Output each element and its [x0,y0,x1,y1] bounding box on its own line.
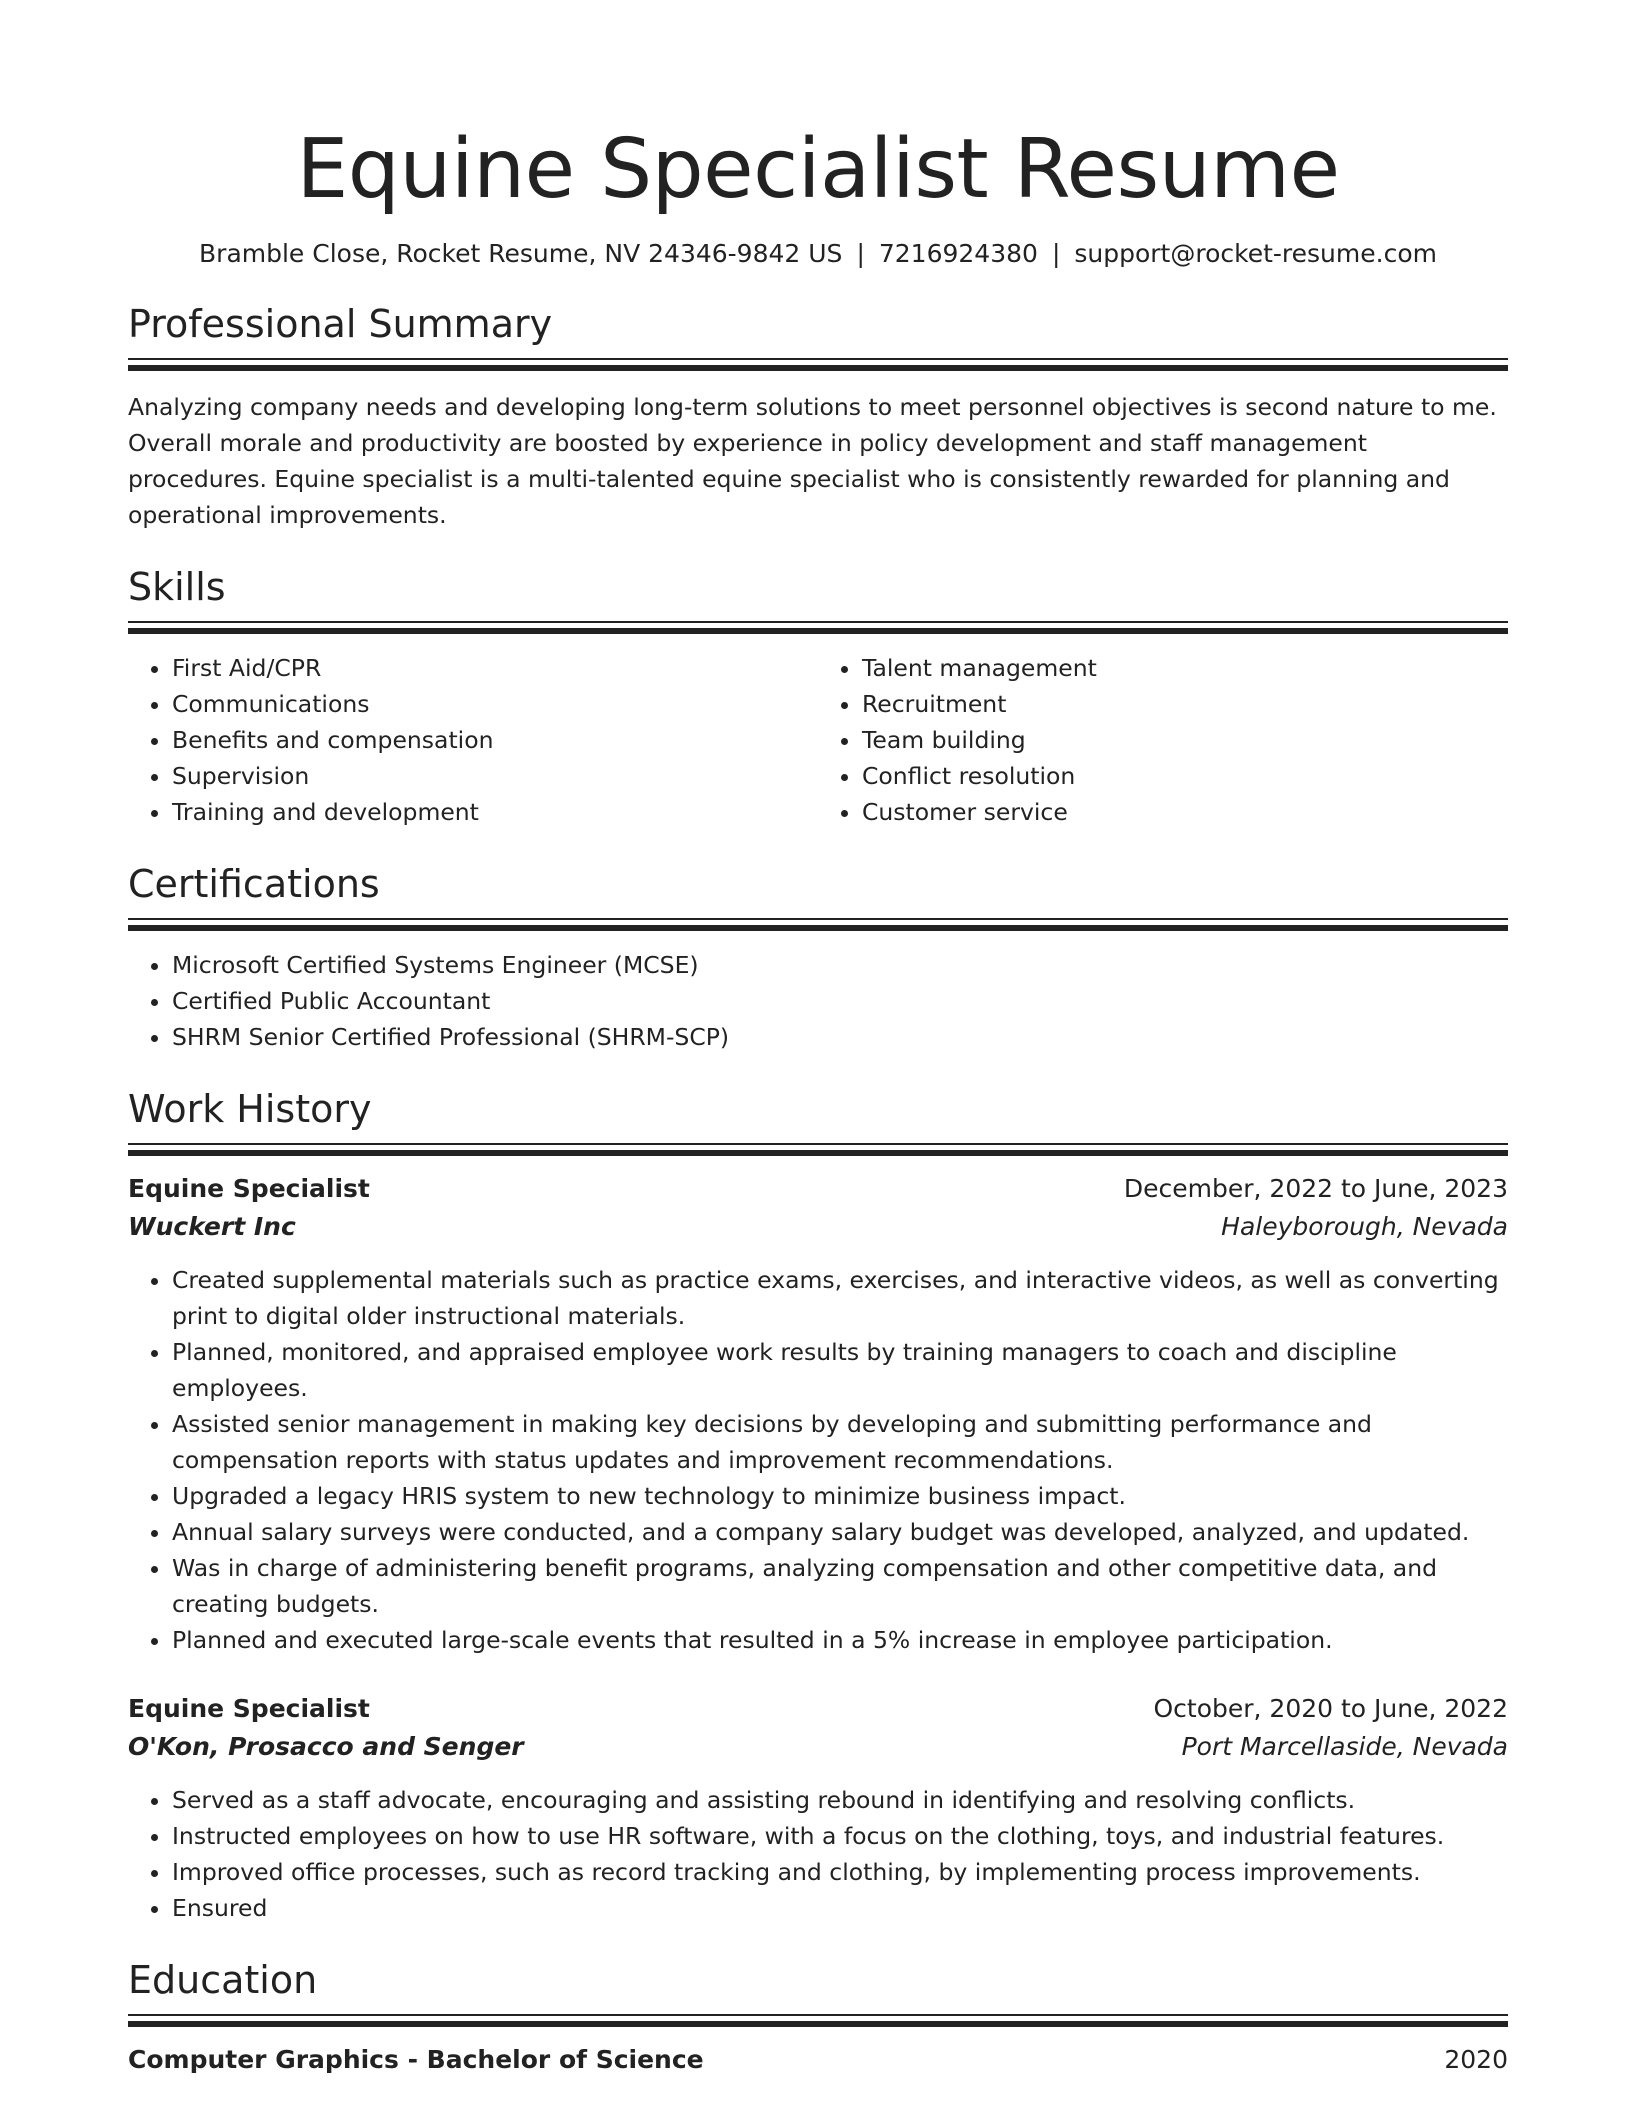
skill-item: • Customer service [862,794,1508,830]
job-header [128,1690,1508,1728]
section-heading-skills: Skills [128,565,226,609]
job-location: Port Marcellaside, Nevada [1181,1732,1508,1761]
section-divider [128,1143,1508,1156]
contact-phone: 7216924380 [878,239,1038,268]
job-bullet: • Upgraded a legacy HRIS system to new technology to minimize business impact. [172,1478,1508,1514]
skill-item: • Conflict resolution [862,758,1508,794]
skills-list-left [128,650,818,830]
section-heading-summary: Professional Summary [128,302,553,346]
job-subheader [128,1728,1508,1766]
section-divider [128,2014,1508,2027]
job-title: Equine Specialist [128,1694,370,1723]
job-subheader [128,1208,1508,1246]
job-location: Haleyborough, Nevada [1221,1212,1508,1241]
job-dates: October, 2020 to June, 2022 [1153,1694,1508,1723]
skills-list-right [818,650,1508,830]
section-divider [128,918,1508,931]
skill-item: • Training and development [172,794,818,830]
job-header [128,1170,1508,1208]
section-work-history [128,1085,1508,1926]
summary-text: Analyzing company needs and developing long-term solutions to meet personnel objectives is second nature to me. Overall morale and productivity are boosted by experience in policy development and staff management procedures. Equine specialist is a multi-talented equine specialist who is consistently rewarded for planning and operational improvements. [128,393,1497,529]
skill-item: • Communications [172,686,818,722]
section-divider [128,621,1508,634]
contact-separator: | [856,239,865,268]
section-skills [128,563,1508,830]
certification-item: • Microsoft Certified Systems Engineer (MCSE) [172,947,1508,983]
job-bullet: • Served as a staff advocate, encouraging and assisting rebound in identifying and resolving conflicts. [172,1782,1508,1818]
section-heading-work: Work History [128,1087,372,1131]
contact-separator: | [1051,239,1061,268]
section-heading-certifications: Certifications [128,862,380,906]
job-bullet: • Was in charge of administering benefit programs, analyzing compensation and other competitive data, and creating budgets. [172,1550,1508,1622]
section-summary [128,300,1508,533]
education-entry [128,2041,1508,2079]
resume-title: Equine Specialist Resume [296,122,1340,217]
section-certifications [128,860,1508,1055]
job-company: Wuckert Inc [128,1212,296,1241]
contact-line [128,238,1508,270]
certification-item: • SHRM Senior Certified Professional (SHRM-SCP) [172,1019,1508,1055]
job-entry [128,1170,1508,1658]
job-bullet: • Planned and executed large-scale events that resulted in a 5% increase in employee participation. [172,1622,1508,1658]
job-title: Equine Specialist [128,1174,370,1203]
job-bullet: • Ensured [172,1890,1508,1926]
job-bullets [128,1782,1508,1926]
contact-email: support@rocket-resume.com [1074,239,1437,268]
job-bullets [128,1262,1508,1658]
section-education [128,1956,1508,2079]
education-year: 2020 [1444,2045,1508,2074]
job-bullet: • Planned, monitored, and appraised employee work results by training managers to coach and discipline employees. [172,1334,1508,1406]
certifications-list [128,947,1508,1055]
contact-address: Bramble Close, Rocket Resume, NV 24346-9842 US [199,239,843,268]
job-bullet: • Instructed employees on how to use HR software, with a focus on the clothing, toys, and industrial features. [172,1818,1508,1854]
skills-columns [128,650,1508,830]
job-bullet: • Created supplemental materials such as practice exams, exercises, and interactive videos, as well as converting print to digital older instructional materials. [172,1262,1508,1334]
skill-item: • First Aid/CPR [172,650,818,686]
skill-item: • Team building [862,722,1508,758]
section-divider [128,358,1508,371]
skill-item: • Talent management [862,650,1508,686]
skill-item: • Supervision [172,758,818,794]
job-bullet: • Annual salary surveys were conducted, and a company salary budget was developed, analyzed, and updated. [172,1514,1508,1550]
job-dates: December, 2022 to June, 2023 [1123,1174,1508,1203]
skill-item: • Benefits and compensation [172,722,818,758]
job-bullet: • Improved office processes, such as record tracking and clothing, by implementing process improvements. [172,1854,1508,1890]
skill-item: • Recruitment [862,686,1508,722]
job-company: O'Kon, Prosacco and Senger [128,1732,524,1761]
resume-page [128,0,1508,2079]
certification-item: • Certified Public Accountant [172,983,1508,1019]
job-bullet: • Assisted senior management in making key decisions by developing and submitting performance and compensation reports with status updates and improvement recommendations. [172,1406,1508,1478]
job-entry [128,1690,1508,1926]
education-degree: Computer Graphics - Bachelor of Science [128,2045,704,2074]
section-heading-education: Education [128,1958,318,2002]
